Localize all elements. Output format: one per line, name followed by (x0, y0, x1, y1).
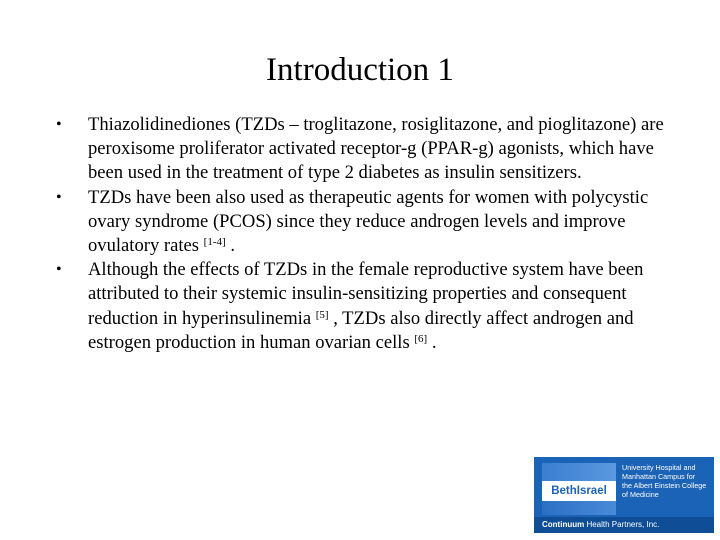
bullet-item-3 (56, 258, 676, 355)
bullet-list (56, 113, 676, 355)
logo-institution-text (622, 463, 712, 499)
logo-partner-bold: Continuum (542, 520, 585, 529)
logo-institution-line: University Hospital and (622, 463, 696, 472)
citation-ref: [5] (315, 308, 329, 321)
logo-institution-line: Manhattan Campus for (622, 472, 696, 481)
logo-institution-line: the Albert Einstein College (622, 481, 707, 490)
logo-decor-top (542, 463, 616, 481)
logo-partner-rest: Health Partners, Inc. (584, 520, 660, 529)
logo-decor-bottom (542, 501, 616, 515)
logo-institution-line: of Medicine (622, 490, 659, 499)
bullet-tail: . (230, 235, 235, 257)
logo-partner-text (542, 519, 659, 531)
citation-ref: [1-4] (203, 236, 226, 249)
beth-israel-logo (534, 457, 714, 533)
bullet-item-1 (56, 113, 676, 186)
bullet-dot: • (56, 188, 62, 206)
slide-title: Introduction 1 (266, 52, 454, 88)
bullet-text: Although the effects of TZDs in the female reproductive system have been attributed to their systemic insulin-sensitizing properties and consequent reduction in hyperinsulinemia (88, 259, 644, 329)
bullet-tail: . (431, 331, 437, 353)
bullet-dot: • (56, 116, 62, 133)
citation-ref: [6] (414, 332, 428, 345)
bullet-item-2 (56, 186, 676, 259)
bullet-text: Thiazolidinediones (TZDs – troglitazone, rosiglitazone, and pioglitazone) are peroxisome proliferator activated receptor-g (PPAR-g) agonists, which have been used in the treatment of type 2 diabetes as insulin sensitizers. (88, 114, 664, 184)
bullet-text: TZDs have been also used as therapeutic agents for women with polycystic ovary syndrome (PCOS) since they reduce androgen levels and improve ovulatory rates (88, 186, 649, 257)
bullet-text-continued: , TZDs also directly affect androgen and estrogen production in human ovarian cells (88, 307, 634, 353)
logo-wordmark: BethIsrael (542, 481, 616, 501)
bullet-dot: • (56, 261, 62, 279)
